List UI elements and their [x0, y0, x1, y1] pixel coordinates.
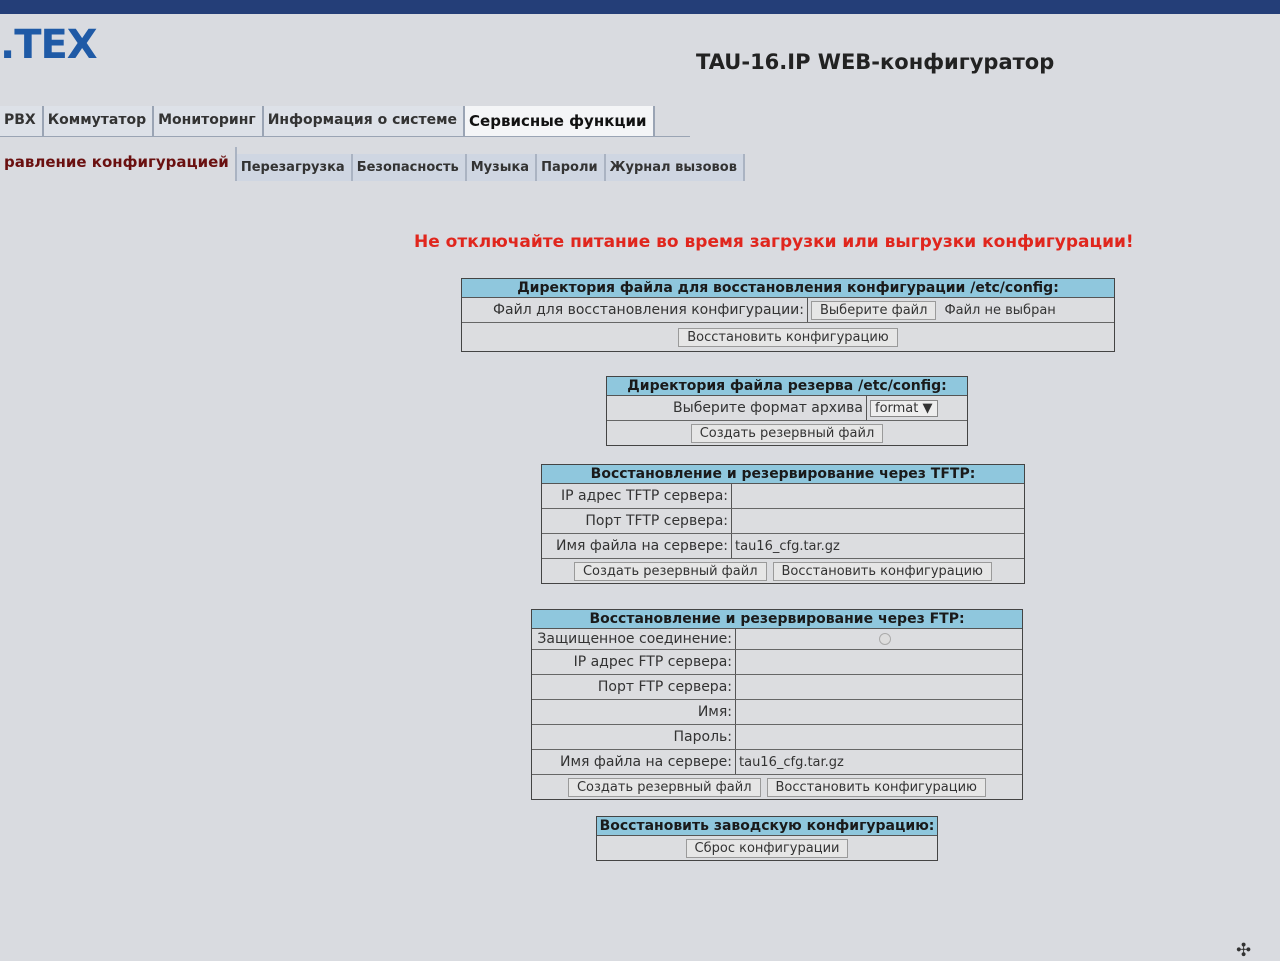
ftp-port-label: Порт FTP сервера: — [532, 675, 736, 699]
ftp-secure-cell — [736, 629, 1022, 649]
tftp-port-input[interactable] — [732, 509, 1024, 533]
ftp-create-backup-button[interactable]: Создать резервный файл — [568, 778, 761, 797]
restore-config-box — [461, 278, 1115, 352]
backup-button-row — [607, 421, 967, 445]
choose-file-button[interactable]: Выберите файл — [811, 301, 936, 320]
backup-box — [606, 376, 968, 446]
ftp-secure-row — [532, 629, 1022, 650]
ftp-ip-row — [532, 650, 1022, 675]
tab-system-info[interactable]: Информация о системе — [264, 106, 465, 136]
warning-message: Не отключайте питание во время загрузки или выгрузки конфигурации! — [414, 232, 1134, 252]
subtab-reboot[interactable]: Перезагрузка — [237, 154, 353, 181]
tftp-create-backup-button[interactable]: Создать резервный файл — [574, 562, 767, 581]
subtab-config-management[interactable]: равление конфигурацией — [0, 147, 237, 181]
reset-config-button[interactable]: Сброс конфигурации — [686, 839, 849, 858]
ftp-port-input[interactable] — [736, 675, 1022, 699]
main-tabs — [0, 106, 690, 137]
tftp-ip-label: IP адрес TFTP сервера: — [542, 484, 732, 508]
ftp-password-label: Пароль: — [532, 725, 736, 749]
format-cell — [867, 396, 967, 420]
chevron-down-icon: ▼ — [922, 400, 933, 416]
tftp-ip-row — [542, 484, 1024, 509]
tab-monitoring[interactable]: Мониторинг — [154, 106, 264, 136]
move-cursor-icon: ✣ — [1236, 940, 1252, 961]
restore-file-label: Файл для восстановления конфигурации: — [462, 298, 808, 322]
tftp-ip-input[interactable] — [732, 484, 1024, 508]
ftp-name-label: Имя: — [532, 700, 736, 724]
logo: .TEX — [0, 22, 97, 68]
sub-tabs — [0, 145, 820, 181]
app-title: TAU-16.IP WEB-конфигуратор — [696, 50, 1055, 74]
ftp-name-input[interactable] — [736, 700, 1022, 724]
format-label: Выберите формат архива — [607, 396, 867, 420]
restore-button-row — [462, 323, 1114, 351]
tftp-filename-row — [542, 534, 1024, 559]
tftp-box — [541, 464, 1025, 584]
ftp-box-header: Восстановление и резервирование через FTP: — [532, 610, 1022, 629]
ftp-ip-input[interactable] — [736, 650, 1022, 674]
subtab-passwords[interactable]: Пароли — [537, 154, 606, 181]
ftp-filename-input[interactable]: tau16_cfg.tar.gz — [739, 754, 844, 770]
ftp-password-row — [532, 725, 1022, 750]
restore-config-button[interactable]: Восстановить конфигурацию — [678, 328, 898, 347]
tftp-port-label: Порт TFTP сервера: — [542, 509, 732, 533]
ftp-button-row — [532, 775, 1022, 799]
factory-button-row — [597, 836, 937, 860]
no-file-text: Файл не выбран — [944, 302, 1056, 318]
ftp-name-row — [532, 700, 1022, 725]
restore-box-header: Директория файла для восстановления конфигурации /etc/config: — [462, 279, 1114, 298]
subtab-music[interactable]: Музыка — [467, 154, 537, 181]
tftp-box-header: Восстановление и резервирование через TFTP: — [542, 465, 1024, 484]
ftp-port-row — [532, 675, 1022, 700]
tab-switch[interactable]: Коммутатор — [44, 106, 154, 136]
format-select[interactable] — [870, 400, 938, 417]
tftp-filename-label: Имя файла на сервере: — [542, 534, 732, 558]
ftp-secure-checkbox[interactable] — [879, 633, 891, 645]
ftp-ip-label: IP адрес FTP сервера: — [532, 650, 736, 674]
ftp-filename-row — [532, 750, 1022, 775]
tftp-button-row — [542, 559, 1024, 583]
ftp-box — [531, 609, 1023, 800]
factory-box-header: Восстановить заводскую конфигурацию: — [597, 817, 937, 836]
tab-service-functions[interactable]: Сервисные функции — [465, 106, 654, 136]
ftp-password-input[interactable] — [736, 725, 1022, 749]
create-backup-button[interactable]: Создать резервный файл — [691, 424, 884, 443]
tab-pbx[interactable]: PBX — [0, 106, 44, 136]
top-bar — [0, 0, 1280, 14]
tftp-port-row — [542, 509, 1024, 534]
subtab-call-log[interactable]: Журнал вызовов — [606, 154, 745, 181]
subtab-security[interactable]: Безопасность — [353, 154, 467, 181]
backup-box-header: Директория файла резерва /etc/config: — [607, 377, 967, 396]
ftp-filename-label: Имя файла на сервере: — [532, 750, 736, 774]
restore-file-row — [462, 298, 1114, 323]
format-select-value: format — [875, 400, 919, 416]
tftp-restore-button[interactable]: Восстановить конфигурацию — [773, 562, 993, 581]
ftp-restore-button[interactable]: Восстановить конфигурацию — [767, 778, 987, 797]
ftp-secure-label: Защищенное соединение: — [532, 629, 736, 649]
tftp-filename-input[interactable]: tau16_cfg.tar.gz — [735, 538, 840, 554]
backup-format-row — [607, 396, 967, 421]
factory-reset-box — [596, 816, 938, 861]
restore-file-picker — [808, 298, 1114, 322]
